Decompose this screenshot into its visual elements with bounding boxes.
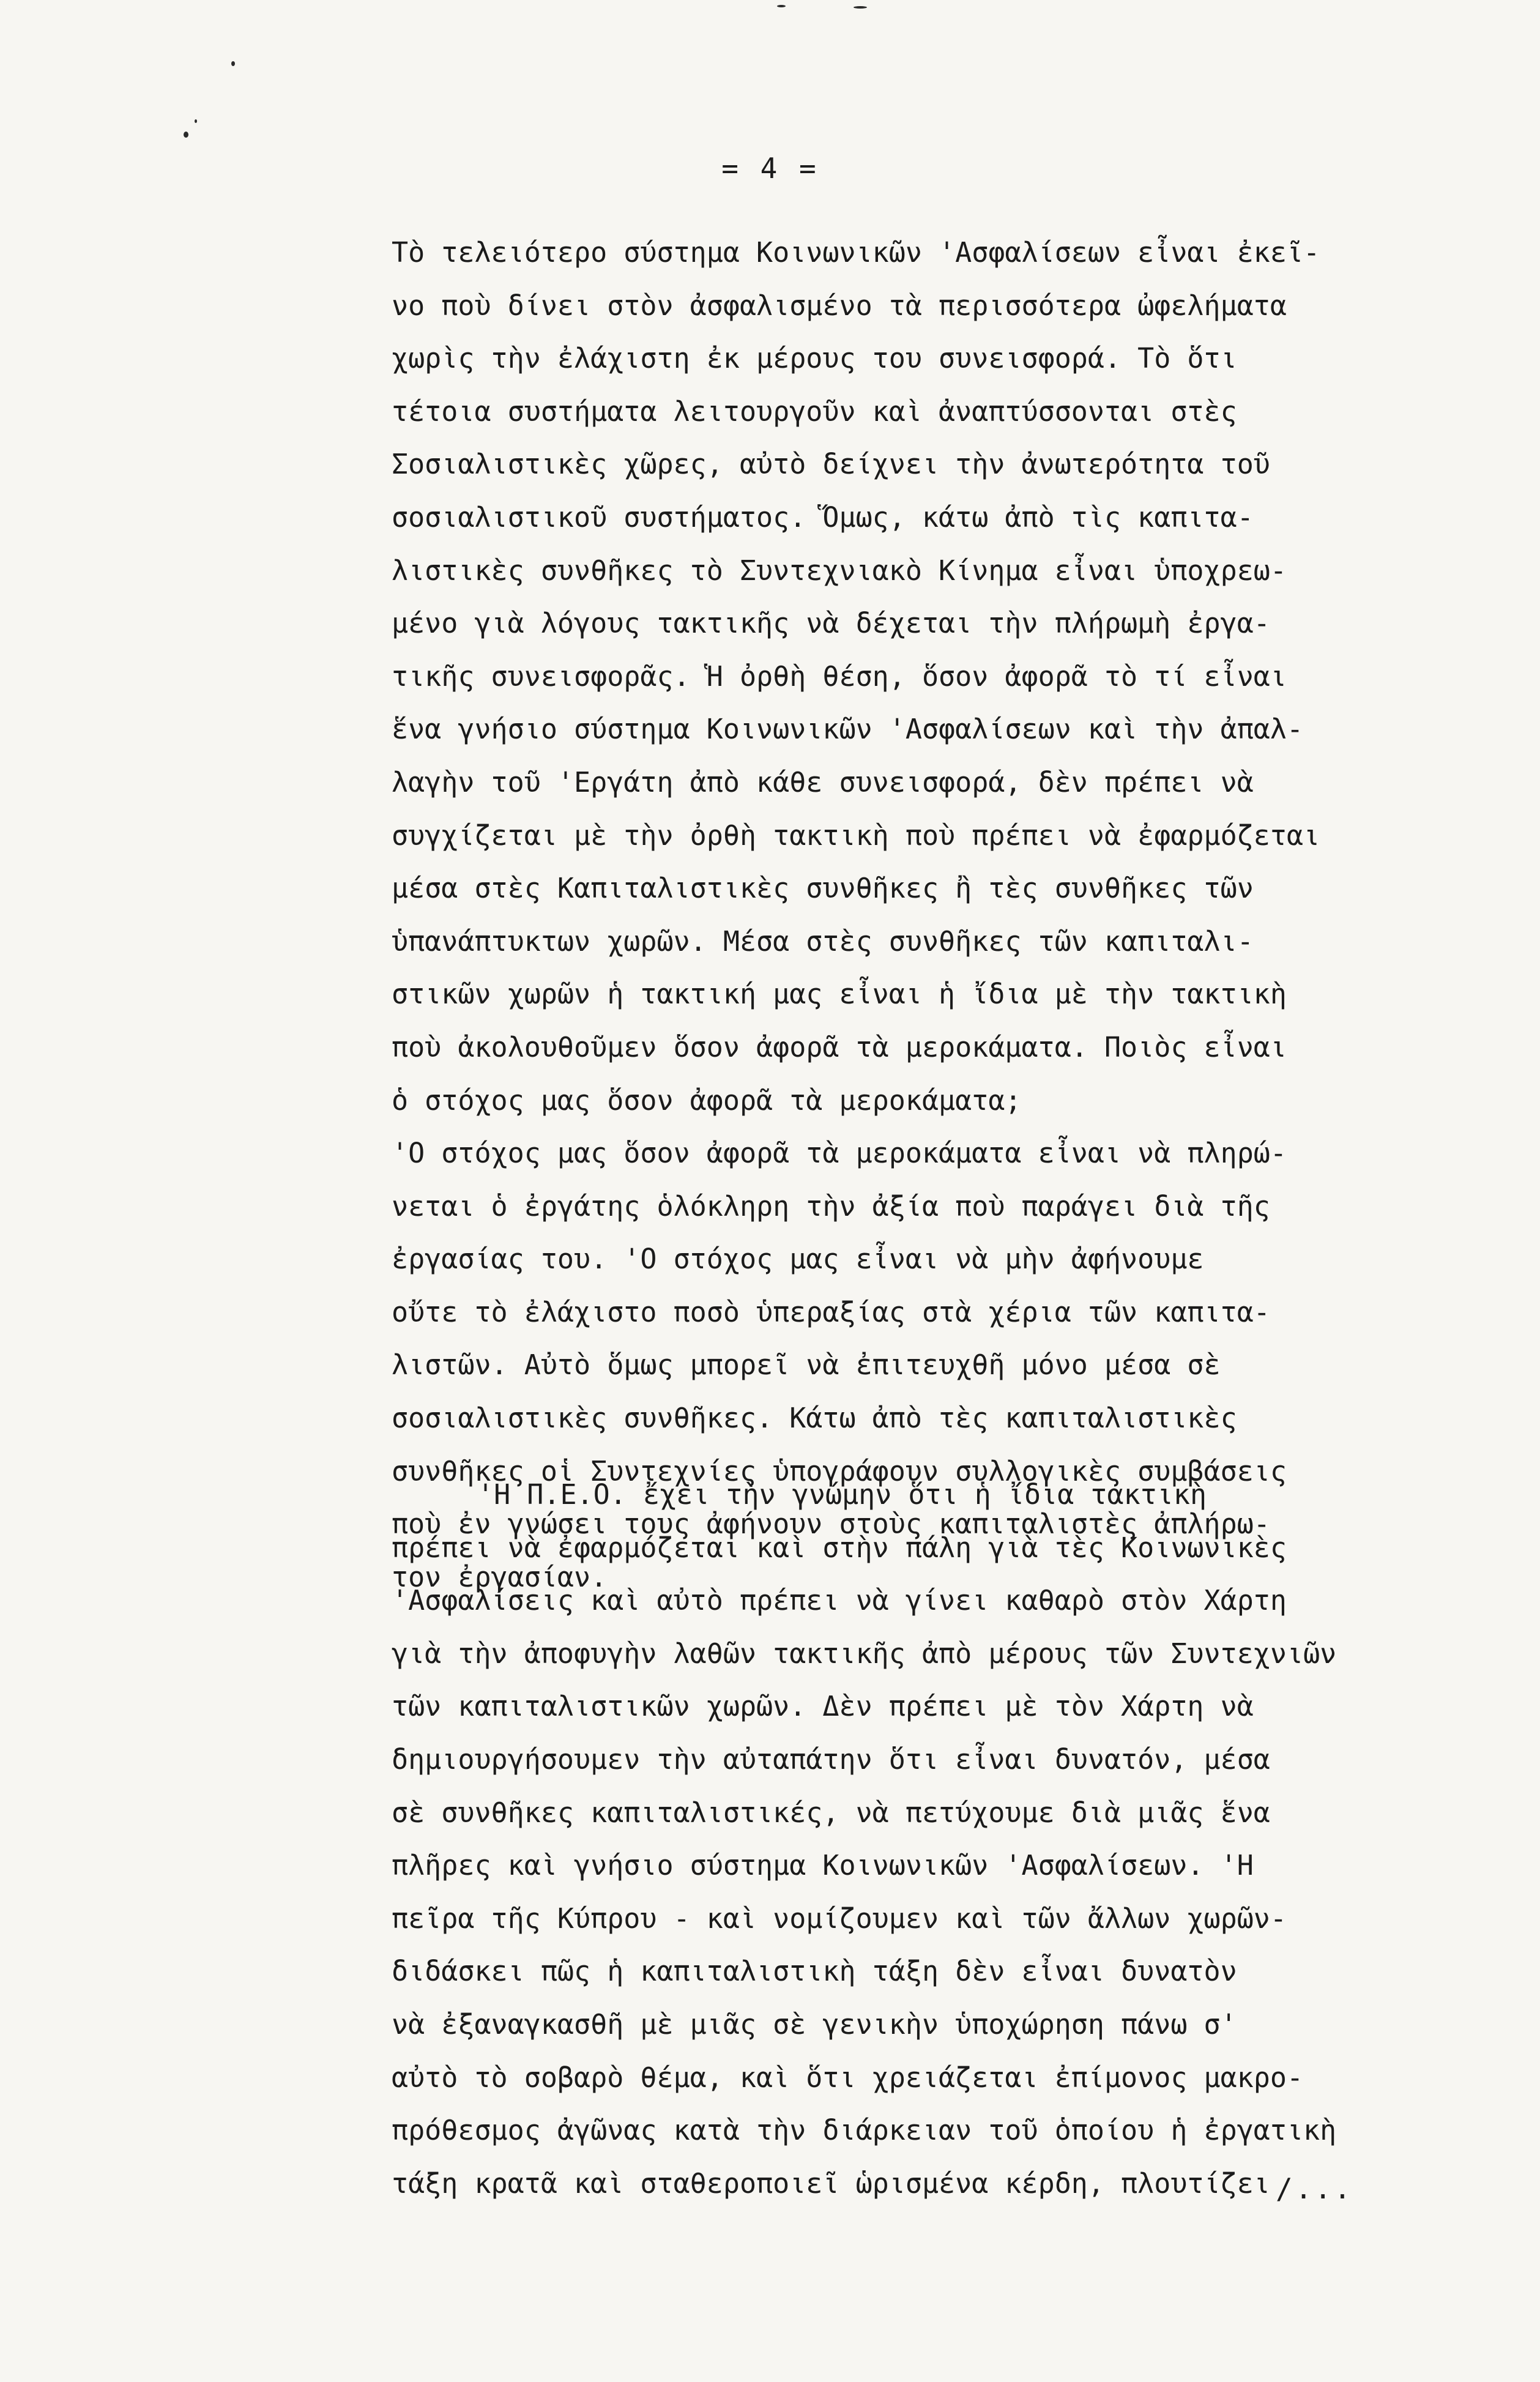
text-line: στικῶν χωρῶν ἡ τακτική μας εἶναι ἡ ἴδια μὲ τὴν τακτικὴ: [392, 978, 1287, 1011]
page-number: = 4 =: [721, 152, 819, 185]
text-line: τάξη κρατᾶ καὶ σταθεροποιεῖ ὡρισμένα κέρδη, πλουτίζει: [392, 2167, 1270, 2200]
text-line: σὲ συνθῆκες καπιταλιστικές, νὰ πετύχουμε διὰ μιᾶς ἕνα: [392, 1796, 1270, 1829]
text-line: σοσιαλιστικὲς συνθῆκες. Κάτω ἀπὸ τὲς καπιταλιστικὲς: [392, 1402, 1237, 1435]
text-line: τον ἐργασίαν.: [392, 1560, 608, 1593]
text-line: ποὺ ἀκολουθοῦμεν ὅσον ἀφορᾶ τὰ μεροκάματα. Ποιὸς εἶναι: [392, 1030, 1287, 1063]
scan-speck: [231, 61, 235, 66]
text-line: δημιουργήσουμεν τὴν αὐταπάτην ὅτι εἶναι δυνατόν, μέσα: [392, 1743, 1270, 1776]
text-line: οὔτε τὸ ἐλάχιστο ποσὸ ὑπεραξίας στὰ χέρια τῶν καπιτα-: [392, 1295, 1270, 1328]
text-line: πεῖρα τῆς Κύπρου - καὶ νομίζουμεν καὶ τῶν ἄλλων χωρῶν-: [392, 1902, 1287, 1935]
text-line: αὐτὸ τὸ σοβαρὸ θέμα, καὶ ὅτι χρειάζεται ἐπίμονος μακρο-: [392, 2061, 1304, 2094]
text-line: μέσα στὲς Καπιταλιστικὲς συνθῆκες ἢ τὲς συνθῆκες τῶν: [392, 872, 1254, 905]
text-line: λαγὴν τοῦ 'Εργάτη ἀπὸ κάθε συνεισφορά, δὲν πρέπει νὰ: [392, 765, 1254, 798]
text-line: μένο γιὰ λόγους τακτικῆς νὰ δέχεται τὴν πλήρωμὴ ἐργα-: [392, 607, 1270, 640]
text-line: νὰ ἐξαναγκασθῆ μὲ μιᾶς σὲ γενικὴν ὑποχώρηση πάνω σ': [392, 2008, 1237, 2041]
paragraph-1: [392, 226, 1432, 1604]
text-line: ὑπανάπτυκτων χωρῶν. Μέσα στὲς συνθῆκες τῶν καπιταλι-: [392, 925, 1254, 958]
text-line: γιὰ τὴν ἀποφυγὴν λαθῶν τακτικῆς ἀπὸ μέρους τῶν Συντεχνιῶν: [392, 1637, 1337, 1670]
paragraph-2: [392, 1468, 1432, 2210]
scan-speck: [195, 119, 197, 123]
text-line: σοσιαλιστικοῦ συστήματος. Ὅμως, κάτω ἀπὸ τὶς καπιτα-: [392, 501, 1254, 534]
scan-speck: [854, 6, 867, 9]
text-line: συνθῆκες οἱ Συντεχνίες ὑπογράφουν συλλογικὲς συμβάσεις: [392, 1454, 1287, 1487]
text-line: Τὸ τελειότερο σύστημα Κοινωνικῶν 'Ασφαλίσεων εἶναι ἐκεῖ-: [392, 236, 1320, 269]
text-line: πλῆρες καὶ γνήσιο σύστημα Κοινωνικῶν 'Ασφαλίσεων. 'Η: [392, 1849, 1254, 1882]
text-line: τῶν καπιταλιστικῶν χωρῶν. Δὲν πρέπει μὲ τὸν Χάρτη νὰ: [392, 1690, 1254, 1723]
text-line: νο ποὺ δίνει στὸν ἀσφαλισμένο τὰ περισσότερα ὠφελήματα: [392, 289, 1287, 322]
text-line: πρέπει νὰ ἐφαρμόζεται καὶ στὴν πάλη γιὰ τὲς Κοινωνικὲς: [392, 1531, 1287, 1564]
text-line: ἕνα γνήσιο σύστημα Κοινωνικῶν 'Ασφαλίσεων καὶ τὴν ἀπαλ-: [392, 713, 1304, 746]
scan-speck: [777, 5, 786, 7]
text-line: ἐργασίας του. 'Ο στόχος μας εἶναι νὰ μὴν ἀφήνουμε: [392, 1243, 1204, 1276]
text-line: λιστικὲς συνθῆκες τὸ Συντεχνιακὸ Κίνημα εἶναι ὑποχρεω-: [392, 554, 1287, 587]
text-line: πρόθεσμος ἀγῶνας κατὰ τὴν διάρκειαν τοῦ ὁποίου ἡ ἐργατικὴ: [392, 2114, 1337, 2147]
scan-speck: [184, 132, 188, 138]
text-line: 'Η Π.Ε.Ο. ἔχει τὴν γνώμην ὅτι ἡ ἴδια τακτικὴ: [477, 1478, 1207, 1511]
text-line: λιστῶν. Αὐτὸ ὅμως μπορεῖ νὰ ἐπιτευχθῆ μόνο μέσα σὲ: [392, 1349, 1221, 1382]
text-line: ὁ στόχος μας ὅσον ἀφορᾶ τὰ μεροκάματα;: [392, 1084, 1022, 1117]
text-line: Σοσιαλιστικὲς χῶρες, αὐτὸ δείχνει τὴν ἀνωτερότητα τοῦ: [392, 448, 1270, 481]
text-line: τικῆς συνεισφορᾶς. Ἡ ὀρθὴ θέση, ὅσον ἀφορᾶ τὸ τί εἶναι: [392, 660, 1287, 693]
text-line: 'Ο στόχος μας ὅσον ἀφορᾶ τὰ μεροκάματα εἶναι νὰ πληρώ-: [392, 1137, 1287, 1170]
text-line: νεται ὁ ἐργάτης ὁλόκληρη τὴν ἀξία ποὺ παράγει διὰ τῆς: [392, 1189, 1270, 1223]
text-line: τέτοια συστήματα λειτουργοῦν καὶ ἀναπτύσσονται στὲς: [392, 395, 1237, 428]
text-line: συγχίζεται μὲ τὴν ὀρθὴ τακτικὴ ποὺ πρέπει νὰ ἐφαρμόζεται: [392, 819, 1320, 852]
text-line: διδάσκει πῶς ἡ καπιταλιστικὴ τάξη δὲν εἶναι δυνατὸν: [392, 1955, 1237, 1988]
text-line: χωρὶς τὴν ἐλάχιστη ἐκ μέρους του συνεισφορά. Τὸ ὅτι: [392, 342, 1237, 375]
continuation-mark: /...: [1276, 2172, 1353, 2205]
text-line: ποὺ ἐν γνώσει τους ἀφήνουν στοὺς καπιταλιστὲς ἀπλήρω-: [392, 1508, 1270, 1541]
text-line: 'Ασφαλίσεις καὶ αὐτὸ πρέπει νὰ γίνει καθαρὸ στὸν Χάρτη: [392, 1584, 1287, 1617]
